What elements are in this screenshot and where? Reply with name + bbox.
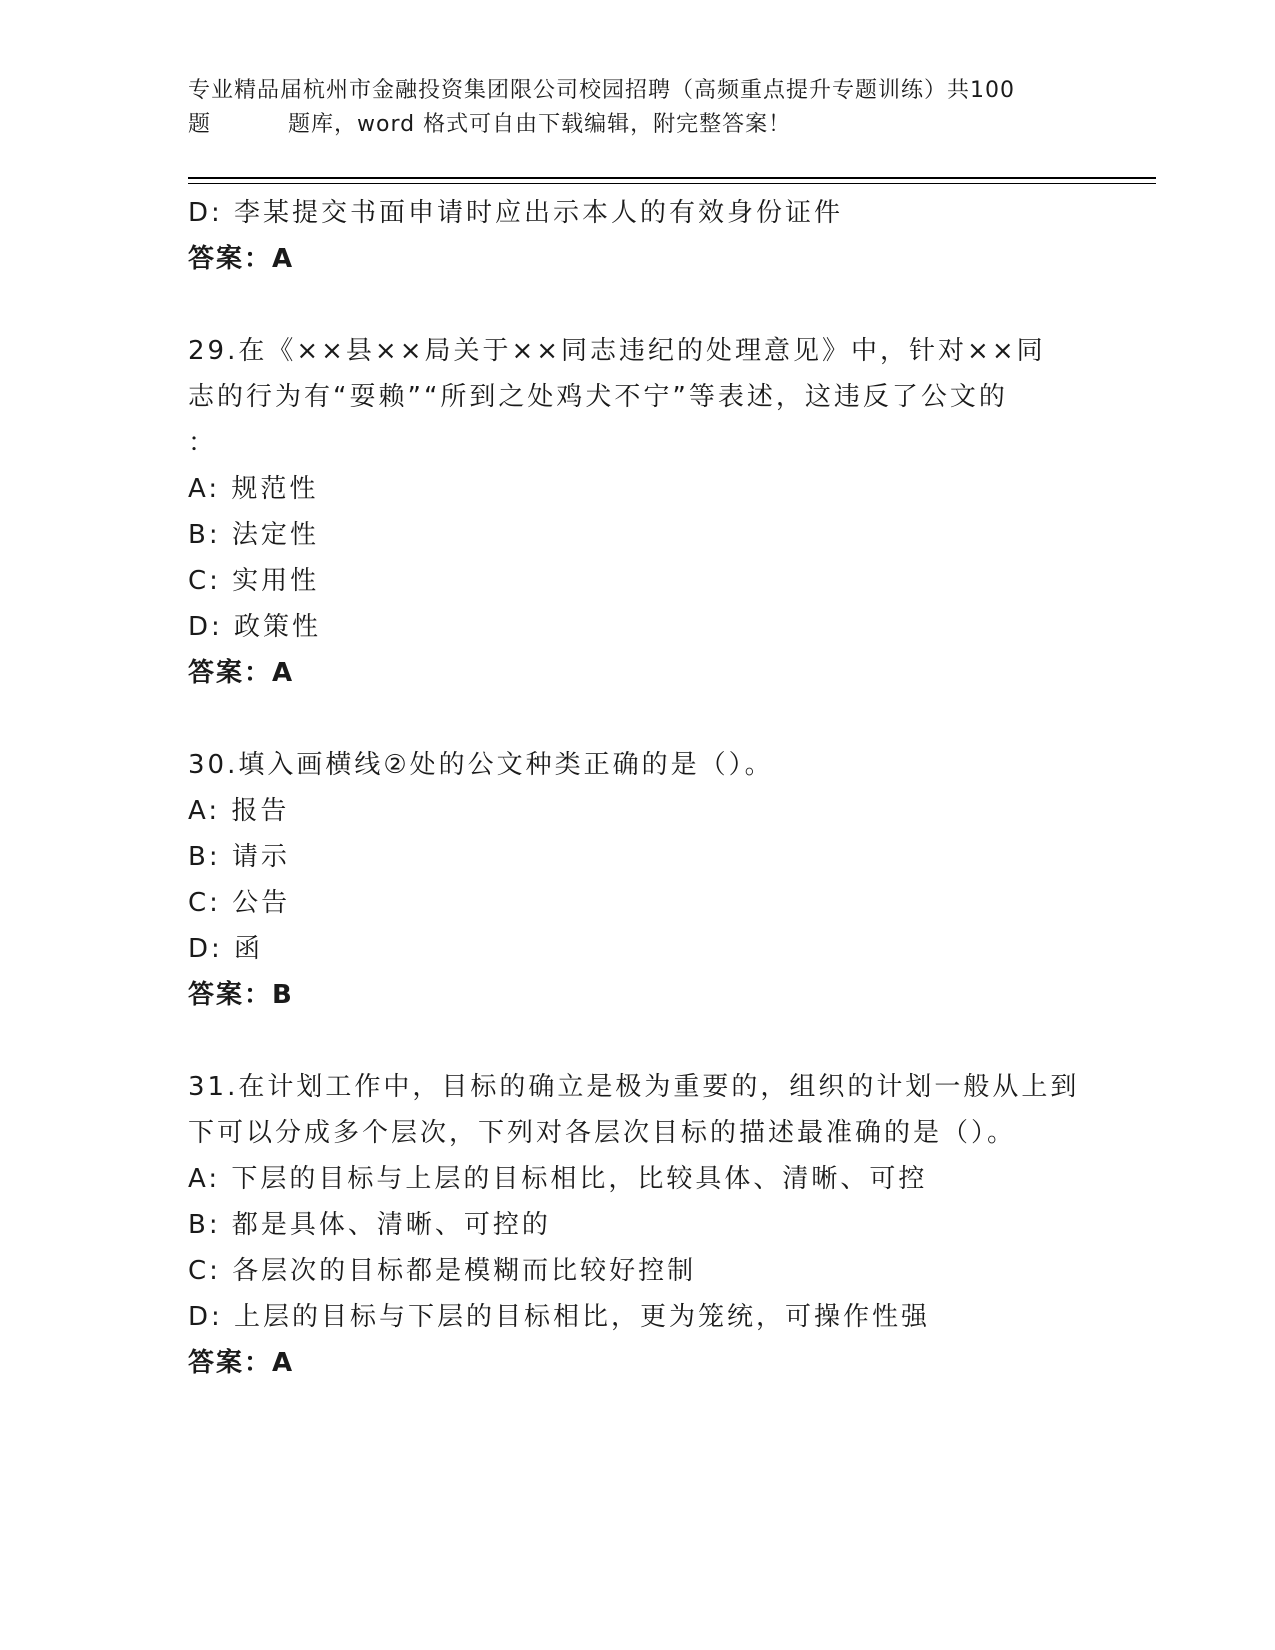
question-29: [188, 328, 1088, 696]
option-a: A: 下层的目标与上层的目标相比，比较具体、清晰、可控: [188, 1164, 928, 1194]
header-subtitle-right: 题库，word 格式可自由下载编辑，附完整答案！: [288, 112, 792, 137]
answer: 答案：A: [188, 1348, 295, 1378]
header-divider-thin: [188, 183, 1156, 184]
question-31: [188, 1064, 1088, 1386]
header-divider-thick: [188, 177, 1156, 179]
option-a: A: 规范性: [188, 474, 319, 504]
option-c: C: 公告: [188, 888, 291, 918]
question-stem: 31.在计划工作中，目标的确立是极为重要的，组织的计划一般从上到: [188, 1072, 1080, 1102]
header-subtitle-row: [188, 108, 1088, 142]
option-d: D: 函: [188, 934, 264, 964]
question-stem: 29.在《××县××局关于××同志违纪的处理意见》中，针对××同: [188, 336, 1046, 366]
header-subtitle-left: 题: [188, 112, 212, 137]
option-d: D: 政策性: [188, 612, 322, 642]
question-stem: 志的行为有“耍赖”“所到之处鸡犬不宁”等表述，这违反了公文的: [188, 382, 1008, 412]
answer: 答案：B: [188, 980, 294, 1010]
header-title-line: 专业精品届杭州市金融投资集团限公司校园招聘（高频重点提升专题训练）共100: [188, 78, 1015, 103]
page-header: [188, 74, 1088, 142]
option-c: C: 实用性: [188, 566, 320, 596]
option-b: B: 法定性: [188, 520, 319, 550]
question-stem: 下可以分成多个层次，下列对各层次目标的描述最准确的是（）。: [188, 1118, 1017, 1148]
answer: 答案：A: [188, 244, 295, 274]
question-stem: ：: [188, 428, 218, 458]
option-d: D: 李某提交书面申请时应出示本人的有效身份证件: [188, 198, 844, 228]
option-a: A: 报告: [188, 796, 290, 826]
question-stem: 30.填入画横线②处的公文种类正确的是（）。: [188, 750, 774, 780]
question-list: [188, 190, 1088, 1386]
spacer: [188, 1018, 1088, 1064]
spacer: [188, 282, 1088, 328]
option-b: B: 请示: [188, 842, 290, 872]
option-b: B: 都是具体、清晰、可控的: [188, 1210, 551, 1240]
answer: 答案：A: [188, 658, 295, 688]
question-30: [188, 742, 1088, 1018]
option-d: D: 上层的目标与下层的目标相比，更为笼统，可操作性强: [188, 1302, 931, 1332]
spacer: [188, 696, 1088, 742]
option-c: C: 各层次的目标都是模糊而比较好控制: [188, 1256, 697, 1286]
